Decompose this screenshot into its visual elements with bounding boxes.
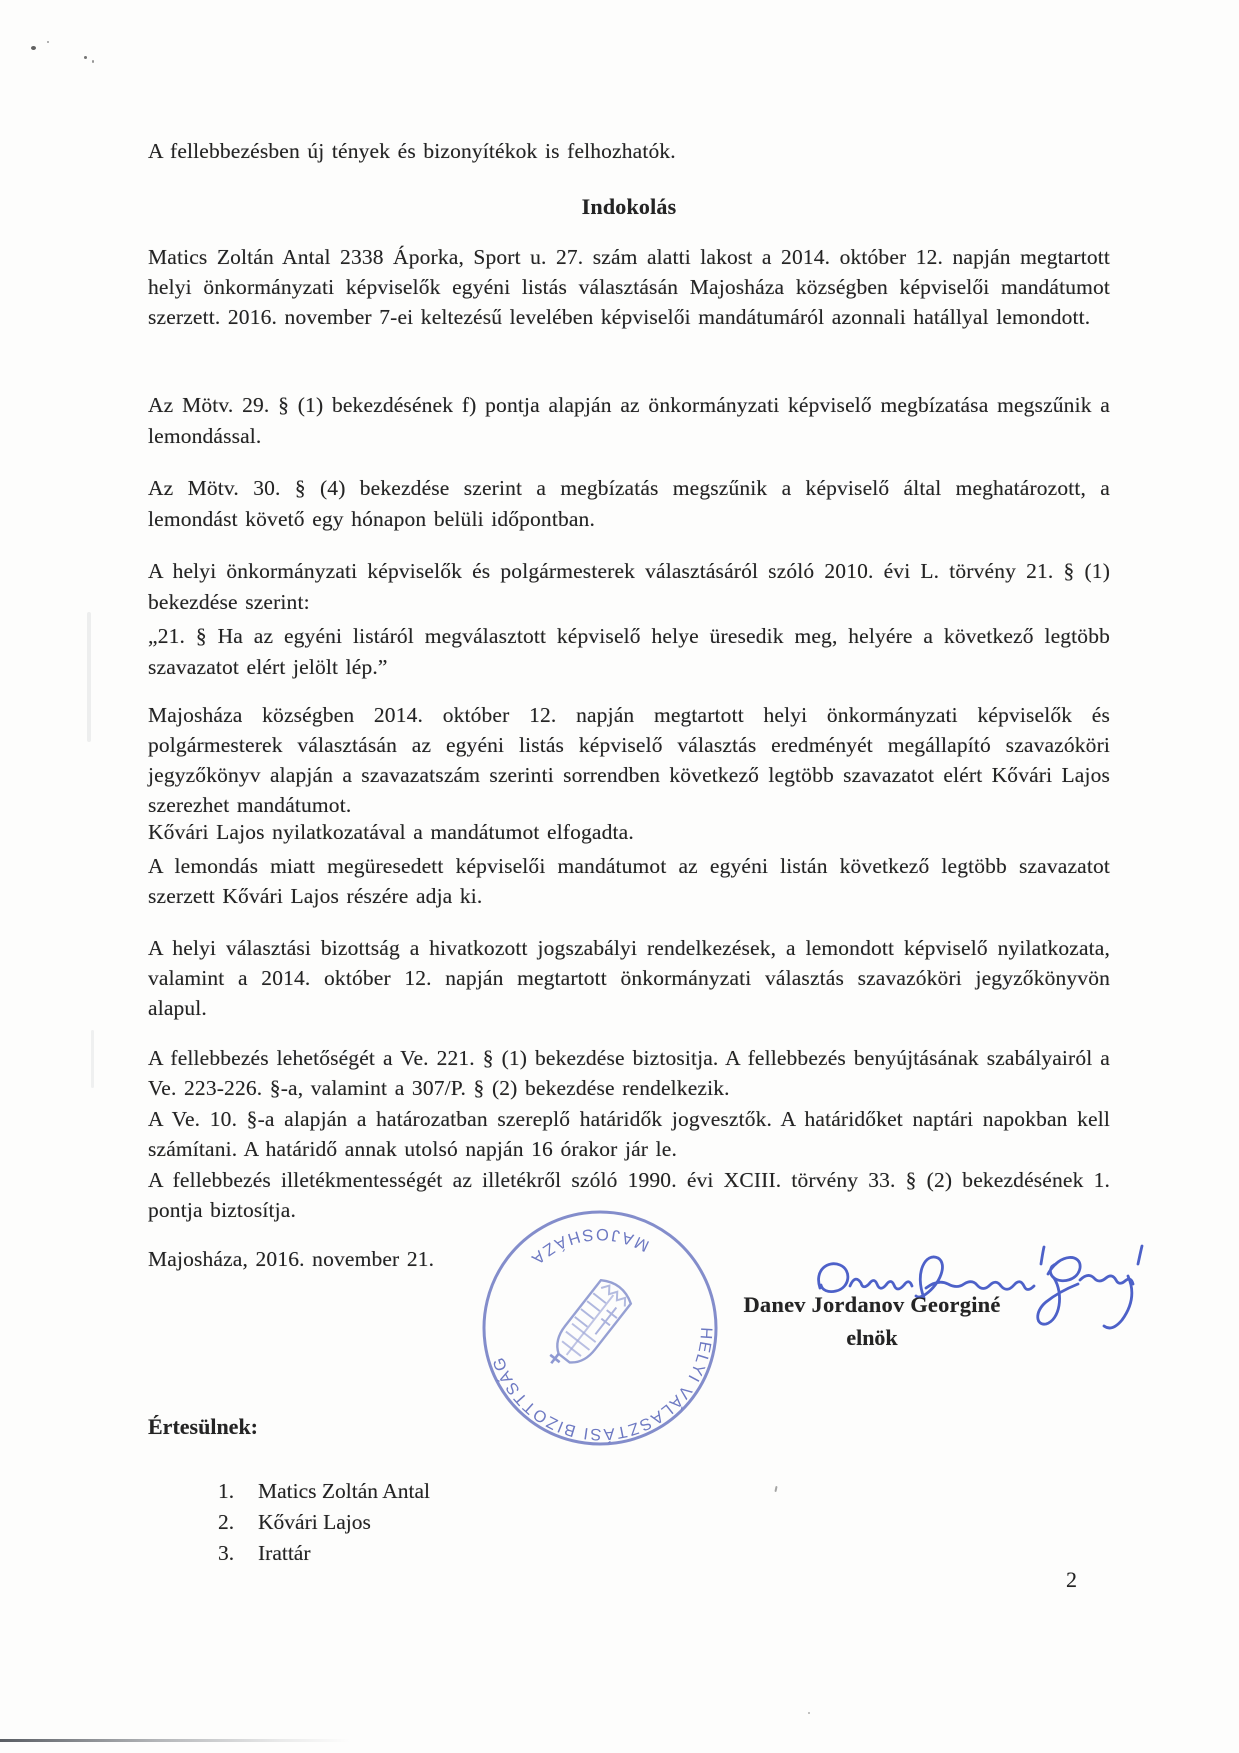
list-item-number: 2. [218,1510,235,1534]
scan-speck [31,46,36,50]
list-item-label: Matics Zoltán Antal [258,1479,430,1503]
paragraph-committee-basis: A helyi választási bizottság a hivatkozott jogszabályi rendelkezések, a lemondott képviselő nyilatkozata, valamint a 2014. október 12. napján megtartott önkormányzati választás szavazóköri jegyzőkönyvön alapul. [148,936,1110,1020]
scan-speck [84,56,87,59]
paragraph-mandate-issued: A lemondás miatt megüresedett képviselői mandátumot az egyéni listán következő legtöbb szavazatot szerzett Kővári Lajos részére adja ki. [148,854,1110,908]
intro-sentence: A fellebbezésben új tények és bizonyítékok is felhozhatók. [148,139,676,163]
scan-smudge [91,1030,94,1088]
scan-speck [47,41,49,43]
svg-text:HELYI VÁLASZTÁSI BIZOTTSÁG [489,1324,725,1453]
list-item-label: Irattár [258,1541,311,1565]
paragraph-motv-30: Az Mötv. 30. § (4) bekezdése szerint a megbízatás megszűnik a képviselő által meghatározott, a lemondást követő egy hónapon belüli időpontban. [148,476,1110,531]
page-number: 2 [1066,1567,1077,1592]
date-place-line: Majosháza, 2016. november 21. [148,1247,435,1271]
list-item [218,1507,430,1538]
paragraph-mandate-history: Matics Zoltán Antal 2338 Áporka, Sport u. 27. szám alatti lakost a 2014. október 12. napján megtartott helyi önkormányzati képviselők egyéni listás választásán Majosháza községben képviselői mandátumot szerzett. 2016. november 7-ei keltezésű levelében képviselői mandátumáról azonnali hatállyal lemondott. [148,245,1110,329]
stamp-coat-of-arms [542,1275,635,1379]
paragraph-motv-29: Az Mötv. 29. § (1) bekezdésének f) pontja alapján az önkormányzati képviselő megbízatása megszűnik a lemondással. [148,393,1110,448]
scan-speck [774,1486,777,1492]
scan-edge-line [0,1739,350,1742]
official-stamp [475,1203,725,1453]
paragraph-appeal-rules: A fellebbezés lehetőségét a Ve. 221. § (1) bekezdése biztositja. A fellebbezés benyújtásának szabályairól a Ve. 223-226. §-a, valamint a 307/P. § (2) bekezdése rendelkezik. [148,1046,1110,1100]
list-item-label: Kővári Lajos [258,1510,371,1534]
stamp-text-committee: HELYI VÁLASZTÁSI BIZOTTSÁG [489,1326,716,1444]
paragraph-law-2010: A helyi önkormányzati képviselők és polgármesterek választásáról szóló 2010. évi L. törvény 21. § (1) bekezdése szerint: [148,559,1110,614]
scan-speck [808,1712,810,1714]
paragraph-election-result: Majosháza községben 2014. október 12. napján megtartott helyi önkormányzati képviselők és polgármesterek választásán az egyéni listás képviselő választás eredményét megállapító szavazóköri jegyzőkönyv alapján a szavazatszám szerinti sorrendben következő legtöbb szavazatot elért Kővári Lajos szerezhet mandátumot. [148,703,1110,817]
paragraph-fee-exemption: A fellebbezés illetékmentességét az illetékről szóló 1990. évi XCIII. törvény 33. § (2) bekezdésének 1. pontja biztosítja. [148,1168,1110,1222]
list-item [218,1476,430,1507]
scan-smudge [87,612,91,742]
signer-printed-name: Danev Jordanov Georginé [743,1292,1001,1317]
scan-speck [92,60,94,63]
paragraph-mandate-accepted: Kővári Lajos nyilatkozatával a mandátumot elfogadta. [148,820,634,844]
paragraph-law-quote: „21. § Ha az egyéni listáról megválasztott képviselő helye üresedik meg, helyére a következő legtöbb szavazatot elért jelölt lép.” [148,624,1110,679]
stamp-text-town: MAJOSHÁZA [525,1224,652,1270]
list-item-number: 3. [218,1541,235,1565]
paragraph-deadlines: A Ve. 10. §-a alapján a határozatban szereplő határidők jogvesztők. A határidőket naptári napokban kell számítani. A határidő annak utolsó napján 16 órakor jár le. [148,1107,1110,1161]
signer-title: elnök [846,1325,898,1350]
svg-text:MAJOSHÁZA [522,1217,654,1271]
list-item [218,1538,430,1569]
list-item-number: 1. [218,1479,235,1503]
notify-list [218,1476,430,1569]
notify-heading: Értesülnek: [148,1414,258,1439]
section-heading: Indokolás [581,194,677,219]
